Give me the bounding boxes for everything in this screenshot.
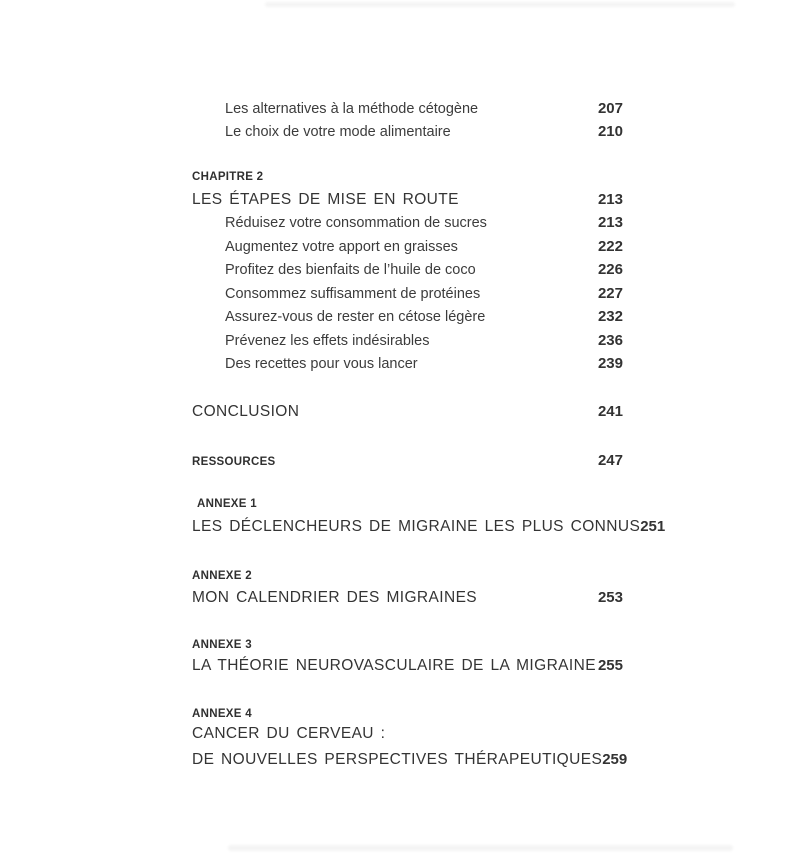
toc-entry bbox=[192, 236, 623, 260]
toc-entry-page-number: 213 bbox=[597, 214, 623, 231]
annexe-page-number: 251 bbox=[640, 518, 666, 535]
chapter-page-number: 213 bbox=[597, 191, 623, 208]
conclusion-title: CONCLUSION bbox=[192, 403, 300, 420]
conclusion-page-number: 241 bbox=[597, 403, 623, 420]
annexe-title: MON CALENDRIER DES MIGRAINES bbox=[192, 589, 478, 606]
toc-entry bbox=[192, 121, 623, 144]
annexe-page-number: 253 bbox=[597, 589, 623, 606]
ressources-row bbox=[192, 452, 623, 469]
chapter-title: LES ÉTAPES DE MISE EN ROUTE bbox=[192, 191, 459, 208]
toc-entry bbox=[192, 98, 623, 121]
toc-entry bbox=[192, 353, 623, 377]
ressources-title: RESSOURCES bbox=[192, 456, 276, 468]
chapter-title-row bbox=[192, 190, 623, 210]
annexe-title-row bbox=[192, 750, 628, 770]
toc-entry bbox=[192, 283, 623, 307]
annexe-title: LES DÉCLENCHEURS DE MIGRAINE LES PLUS CONNUS bbox=[192, 518, 641, 535]
annexe-page-number: 255 bbox=[597, 657, 623, 674]
toc-entry-label: Réduisez votre consommation de sucres bbox=[225, 215, 487, 231]
toc-entry-page-number: 232 bbox=[597, 308, 623, 325]
toc-entry-page-number: 210 bbox=[597, 123, 623, 140]
annexe-kicker: ANNEXE 2 bbox=[192, 570, 252, 582]
toc-entry-page-number: 239 bbox=[597, 355, 623, 372]
scan-artifact-bottom bbox=[228, 845, 733, 851]
annexe-title-line2: DE NOUVELLES PERSPECTIVES THÉRAPEUTIQUES bbox=[192, 751, 603, 768]
annexe-title-row bbox=[192, 724, 623, 744]
toc-entry bbox=[192, 212, 623, 236]
chapter-kicker: CHAPITRE 2 bbox=[192, 171, 264, 183]
annexe-title-line1: CANCER DU CERVEAU : bbox=[192, 725, 386, 742]
toc-entry-label: Assurez-vous de rester en cétose légère bbox=[225, 309, 486, 325]
chapter-entries-list bbox=[192, 212, 623, 377]
toc-entry bbox=[192, 306, 623, 330]
toc-entry-label: Des recettes pour vous lancer bbox=[225, 356, 418, 372]
ressources-page-number: 247 bbox=[597, 452, 623, 469]
toc-entry bbox=[192, 259, 623, 283]
annexe-title-row bbox=[192, 517, 666, 537]
toc-entry-label: Consommez suffisamment de protéines bbox=[225, 285, 481, 302]
toc-entry-label: Profitez des bienfaits de l’huile de coco bbox=[225, 262, 476, 278]
toc-entry-page-number: 222 bbox=[597, 237, 623, 255]
annexe-title-row bbox=[192, 588, 623, 608]
conclusion-row bbox=[192, 402, 623, 422]
annexe-kicker: ANNEXE 4 bbox=[192, 708, 252, 720]
toc-entry-label: Le choix de votre mode alimentaire bbox=[225, 124, 451, 140]
toc-entry-label: Les alternatives à la méthode cétogène bbox=[225, 101, 479, 117]
toc-entry-page-number: 207 bbox=[597, 100, 623, 117]
annexe-kicker: ANNEXE 1 bbox=[197, 498, 257, 510]
scan-artifact-top bbox=[265, 2, 735, 7]
toc-entry-label: Augmentez votre apport en graisses bbox=[225, 238, 458, 255]
annexe-title-row bbox=[192, 656, 623, 676]
toc-entry bbox=[192, 330, 623, 354]
annexe-page-number: 259 bbox=[602, 751, 628, 768]
toc-entry-page-number: 226 bbox=[597, 261, 623, 278]
toc-entry-label: Prévenez les effets indésirables bbox=[225, 332, 430, 349]
annexe-title: LA THÉORIE NEUROVASCULAIRE DE LA MIGRAINE bbox=[192, 657, 596, 674]
annexe-kicker: ANNEXE 3 bbox=[192, 639, 252, 651]
toc-entry-page-number: 227 bbox=[597, 284, 623, 302]
toc-entry-page-number: 236 bbox=[597, 331, 623, 349]
